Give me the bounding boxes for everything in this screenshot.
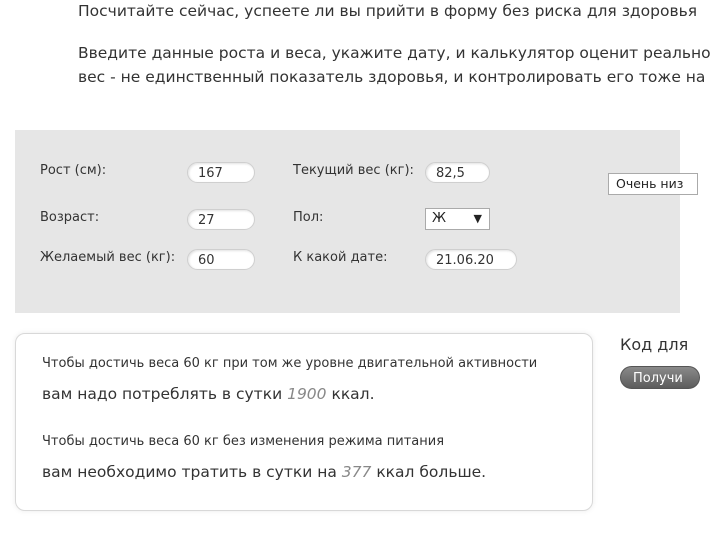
activity-level-select[interactable]: Очень низ — [608, 173, 698, 195]
result-line-2-suffix: ккал. — [326, 385, 375, 403]
height-input[interactable]: 167 — [187, 162, 255, 183]
result-line-3: Чтобы достичь веса 60 кг без изменения режима питания — [42, 434, 445, 449]
calories-value: 1900 — [287, 385, 327, 403]
current-weight-input[interactable]: 82,5 — [425, 162, 490, 183]
get-code-button[interactable]: Получи — [620, 366, 700, 389]
result-line-4-prefix: вам необходимо тратить в сутки на — [42, 463, 342, 481]
height-label: Рост (см): — [40, 163, 107, 178]
current-weight-label: Текущий вес (кг): — [293, 163, 414, 178]
extra-calories-value: 377 — [341, 463, 372, 481]
dropdown-arrow-icon: ▼ — [473, 212, 482, 225]
intro-text-1: Посчитайте сейчас, успеете ли вы прийти в форму без риска для здоровья — [78, 2, 698, 20]
result-box — [15, 333, 593, 511]
age-input[interactable]: 27 — [187, 209, 255, 230]
age-label: Возраст: — [40, 210, 100, 225]
result-line-1: Чтобы достичь веса 60 кг при том же уровне двигательной активности — [42, 356, 538, 371]
result-line-4 — [42, 463, 486, 481]
target-weight-input[interactable]: 60 — [187, 249, 255, 270]
sex-select[interactable] — [425, 208, 490, 230]
target-date-input[interactable]: 21.06.20 — [425, 249, 517, 270]
result-line-4-suffix: ккал больше. — [371, 463, 487, 481]
embed-code-label: Код для — [620, 335, 689, 354]
sex-label: Пол: — [293, 210, 324, 225]
result-line-2 — [42, 385, 375, 403]
target-weight-label: Желаемый вес (кг): — [40, 250, 176, 265]
target-date-label: К какой дате: — [293, 250, 388, 265]
intro-text-2: Введите данные роста и веса, укажите дату, и калькулятор оценит реально — [78, 44, 711, 62]
sex-select-value: Ж — [432, 211, 447, 226]
calculator-form-panel — [15, 130, 680, 313]
intro-text-3: вес - не единственный показатель здоровья, и контролировать его тоже на — [78, 68, 706, 86]
result-line-2-prefix: вам надо потреблять в сутки — [42, 385, 288, 403]
